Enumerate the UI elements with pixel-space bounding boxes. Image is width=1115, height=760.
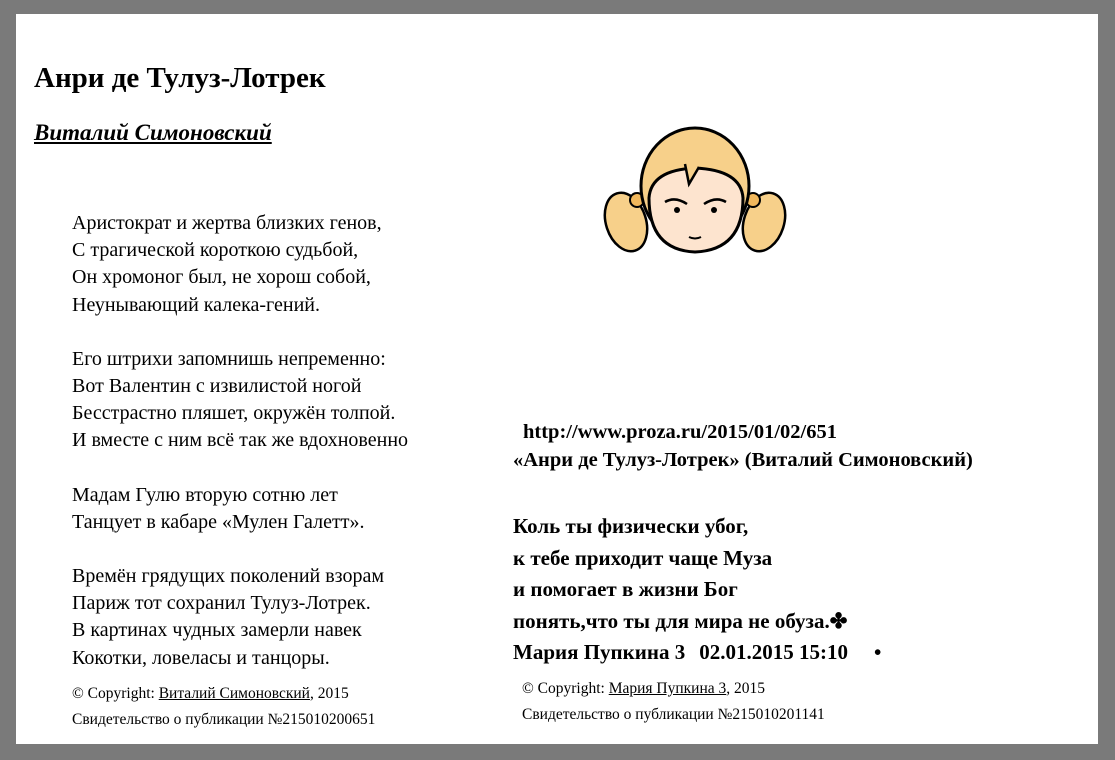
copyright-year: , 2015 — [726, 680, 766, 697]
copyright-year: , 2015 — [309, 685, 349, 702]
reply-line: понять,что ты для мира не обуза.✤ — [513, 608, 848, 633]
poem-line: Танцует в кабаре «Мулен Галетт». — [72, 510, 365, 533]
publication-certificate: Свидетельство о публикации №215010200651 — [72, 711, 376, 728]
reply-signature — [513, 637, 881, 669]
publication-certificate: Свидетельство о публикации №215010201141 — [522, 706, 825, 723]
source-link-block — [513, 418, 973, 474]
girl-face-icon — [599, 112, 791, 262]
page-title: Анри де Тулуз-Лотрек — [34, 62, 326, 94]
poem-line: Бесстрастно пляшет, окружён толпой. — [72, 402, 396, 425]
copyright-left — [72, 681, 375, 733]
copyright-prefix: © Copyright: — [522, 680, 609, 697]
source-reference: «Анри де Тулуз-Лотрек» (Виталий Симоновский) — [513, 449, 973, 471]
copyright-prefix: © Copyright: — [72, 685, 159, 702]
reply-line: и помогает в жизни Бог — [513, 577, 738, 601]
copyright-author-link[interactable]: Виталий Симоновский — [158, 685, 310, 702]
document-page — [16, 14, 1098, 744]
poem-stanza — [72, 210, 408, 319]
poem-stanza — [72, 346, 408, 455]
reply-review — [513, 511, 881, 669]
reply-datetime: 02.01.2015 15:10 — [699, 640, 848, 664]
poem-line: В картинах чудных замерли навек — [72, 619, 362, 642]
author-link[interactable]: Виталий Симоновский — [34, 120, 272, 145]
reply-line: Коль ты физически убог, — [513, 514, 749, 538]
bullet-icon: • — [873, 640, 882, 664]
poem-line: Кокотки, ловеласы и танцоры. — [72, 646, 330, 669]
poem-line: Вот Валентин с извилистой ногой — [72, 375, 362, 398]
poem-line: Его штрихи запомнишь непременно: — [72, 347, 386, 370]
reply-line: к тебе приходит чаще Муза — [513, 545, 773, 570]
poem-stanza — [72, 563, 408, 672]
poem-line: Он хромоног был, не хорош собой, — [72, 266, 371, 289]
copyright-right — [522, 676, 825, 728]
poem — [72, 210, 408, 699]
poem-line: Мадам Гулю вторую сотню лет — [72, 483, 338, 506]
poem-line: Времён грядущих поколений взорам — [72, 565, 385, 588]
poem-line: Париж тот сохранил Тулуз-Лотрек. — [72, 592, 371, 615]
source-url[interactable]: http://www.proza.ru/2015/01/02/651 — [523, 421, 837, 443]
poem-line: Аристократ и жертва близких генов, — [72, 212, 382, 234]
poem-line: С трагической короткою судьбой, — [72, 239, 359, 262]
copyright-author-link[interactable]: Мария Пупкина 3 — [608, 680, 727, 697]
reply-author: Мария Пупкина 3 — [513, 640, 686, 664]
poem-stanza — [72, 482, 408, 536]
poem-line: Неунывающий калека-гений. — [72, 293, 320, 316]
poem-line: И вместе с ним всё так же вдохновенно — [72, 429, 409, 452]
